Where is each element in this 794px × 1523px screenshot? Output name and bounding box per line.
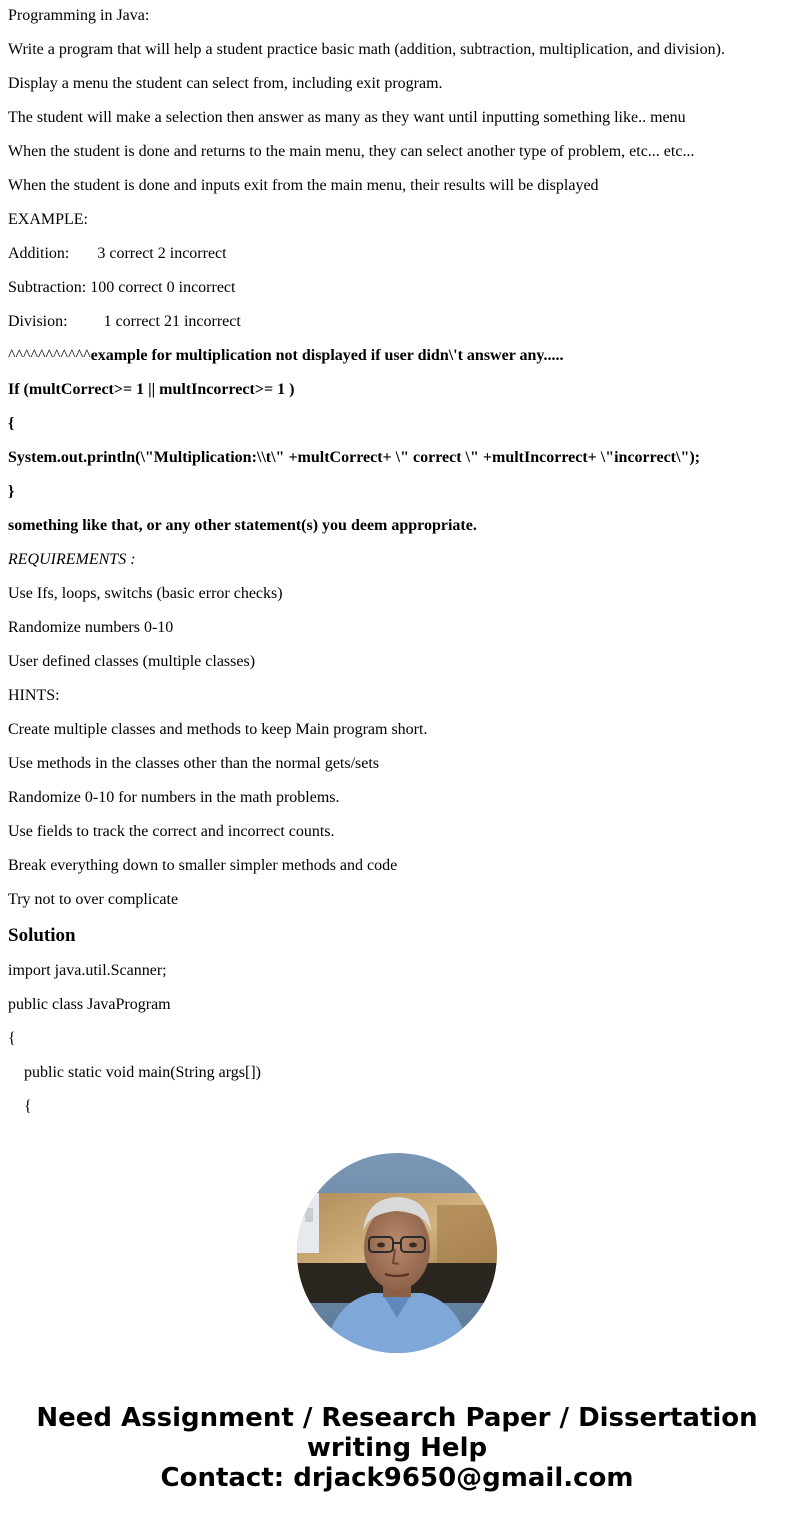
hint-item: Randomize 0-10 for numbers in the math problems. — [8, 789, 340, 806]
example-subtraction: Subtraction: 100 correct 0 incorrect — [8, 279, 236, 296]
question-line-return: When the student is done and returns to the main menu, they can select another type of problem, etc... etc... — [8, 143, 695, 160]
requirements-heading: REQUIREMENTS : — [8, 551, 136, 568]
example-note — [8, 347, 786, 365]
hint-item: Break everything down to smaller simpler methods and code — [8, 857, 398, 874]
requirement-item: Use Ifs, loops, switchs (basic error checks) — [8, 585, 283, 602]
hint-item: Create multiple classes and methods to keep Main program short. — [8, 721, 428, 738]
author-avatar — [297, 1153, 497, 1353]
hint-item: Use methods in the classes other than the normal gets/sets — [8, 755, 380, 772]
banner-line: writing Help — [306, 1433, 488, 1463]
question-line-exit: When the student is done and inputs exit from the main menu, their results will be displayed — [8, 177, 599, 194]
example-addition: Addition: 3 correct 2 incorrect — [8, 245, 227, 262]
banner-contact: Contact: drjack9650@gmail.com — [160, 1463, 634, 1493]
banner-line: Need Assignment / Research Paper / Dissertation — [36, 1403, 758, 1433]
question-line-selection: The student will make a selection then answer as many as they want until inputting something like.. menu — [8, 109, 686, 126]
question-line-task: Write a program that will help a student practice basic math (addition, subtraction, multiplication, and division). — [8, 41, 725, 58]
solution-code-line: import java.util.Scanner; — [8, 962, 167, 979]
requirement-item: User defined classes (multiple classes) — [8, 653, 256, 670]
hint-item: Use fields to track the correct and incorrect counts. — [8, 823, 335, 840]
document-body — [8, 0, 786, 1132]
code-close-brace: } — [8, 483, 15, 500]
solution-code-line: { — [24, 1098, 32, 1115]
requirement-item: Randomize numbers 0-10 — [8, 619, 174, 636]
caret-prefix: ^^^^^^^^^^^ — [8, 347, 91, 364]
hints-heading: HINTS: — [8, 687, 60, 704]
question-line-title: Programming in Java: — [8, 7, 150, 24]
solution-code-line: public class JavaProgram — [8, 996, 171, 1013]
example-heading: EXAMPLE: — [8, 211, 88, 228]
code-println-line: System.out.println(\"Multiplication:\\t\" +multCorrect+ \" correct \" +multIncorrect+ \"incorrect\"); — [8, 449, 700, 466]
code-open-brace: { — [8, 415, 15, 432]
solution-heading: Solution — [8, 925, 76, 946]
code-comment-line: something like that, or any other statement(s) you deem appropriate. — [8, 517, 477, 534]
code-if-line: If (multCorrect>= 1 || multIncorrect>= 1 ) — [8, 381, 295, 398]
solution-code-line: { — [8, 1030, 16, 1047]
solution-code-line: public static void main(String args[]) — [24, 1064, 261, 1081]
multiplication-note: example for multiplication not displayed if user didn\'t answer any..... — [90, 347, 564, 364]
help-banner — [0, 1403, 794, 1493]
hint-item: Try not to over complicate — [8, 891, 179, 908]
question-line-menu: Display a menu the student can select from, including exit program. — [8, 75, 443, 92]
example-division: Division: 1 correct 21 incorrect — [8, 313, 241, 330]
avatar-photo — [297, 1153, 497, 1353]
